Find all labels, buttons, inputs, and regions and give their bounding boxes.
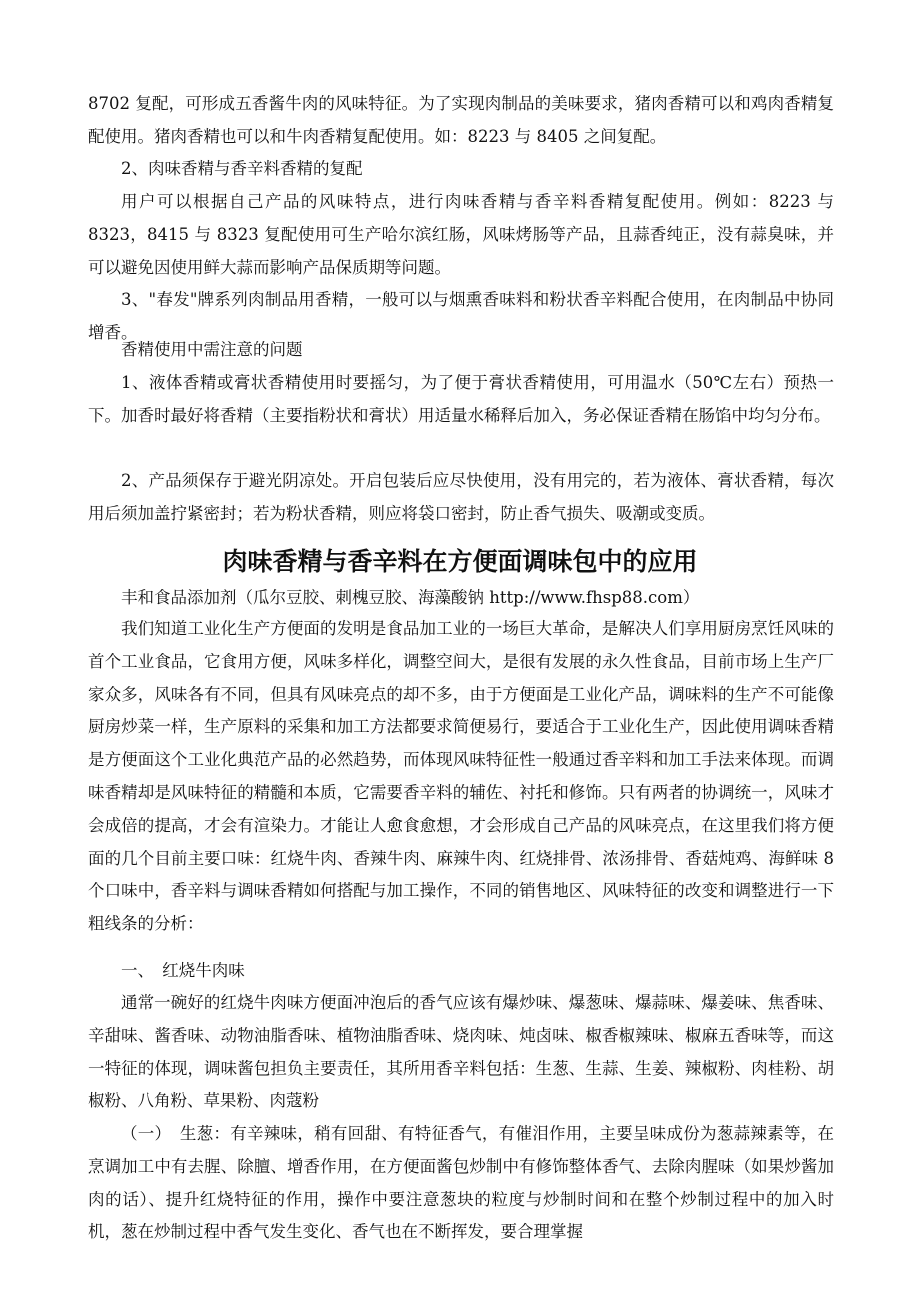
- paragraph: 1、液体香精或膏状香精使用时要摇匀，为了便于膏状香精使用，可用温水（50℃左右）预热一下。加香时最好将香精（主要指粉状和膏状）用适量水稀释后加入，务必保证香精在肠馅中均匀分布。: [88, 373, 834, 425]
- paragraph: 3、"春发"牌系列肉制品用香精，一般可以与烟熏香味料和粉状香辛料配合使用，在肉制品中协同增香。: [88, 290, 834, 342]
- section-heading: 2、肉味香精与香辛料香精的复配: [121, 159, 363, 178]
- paragraph: 我们知道工业化生产方便面的发明是食品加工业的一场巨大革命，是解决人们享用厨房烹饪风味的首个工业食品，它食用方便，风味多样化，调整空间大，是很有发展的永久性食品，目前市场上生产厂家众多，风味各有不同，但具有风味亮点的却不多，由于方便面是工业化产品，调味料的生产不可能像厨房炒菜一样，生产原料的采集和加工方法都要求简便易行，要适合于工业化生产，因此使用调味香精是方便面这个工业化典范产品的必然趋势，而体现风味特征性一般通过香辛料和加工手法来体现。而调味香精却是风味特征的精髓和本质，它需要香辛料的辅佐、衬托和修饰。只有两者的协调统一，风味才会成倍的提高，才会有渲染力。才能让人愈食愈想，才会形成自己产品的风味亮点，在这里我们将方便面的几个目前主要口味：红烧牛肉、香辣牛肉、麻辣牛肉、红烧排骨、浓汤排骨、香菇炖鸡、海鲜味 8 个口味中，香辛料与调味香精如何搭配与加工操作，不同的销售地区、风味特征的改变和调整进行一下粗线条的分析：: [88, 619, 834, 934]
- paragraph: 通常一碗好的红烧牛肉味方便面冲泡后的香气应该有爆炒味、爆葱味、爆蒜味、爆姜味、焦香味、辛甜味、酱香味、动物油脂香味、植物油脂香味、烧肉味、炖卤味、椒香椒辣味、椒麻五香味等，而这一特征的体现，调味酱包担负主要责任，其所用香辛料包括：生葱、生蒜、生姜、辣椒粉、肉桂粉、胡椒粉、八角粉、草果粉、肉蔻粉: [88, 993, 834, 1111]
- section-heading: 香精使用中需注意的问题: [121, 340, 303, 359]
- paragraph: 2、产品须保存于避光阴凉处。开启包装后应尽快使用，没有用完的，若为液体、膏状香精，每次用后须加盖拧紧密封；若为粉状香精，则应将袋口密封，防止香气损失、吸潮或变质。: [88, 471, 834, 523]
- article-title: 肉味香精与香辛料在方便面调味包中的应用: [222, 547, 698, 576]
- source-line: 丰和食品添加剂（瓜尔豆胶、刺槐豆胶、海藻酸钠 http://www.fhsp88.com）: [121, 588, 700, 607]
- paragraph: 用户可以根据自己产品的风味特点，进行肉味香精与香辛料香精复配使用。例如：8223 与 8323，8415 与 8323 复配使用可生产哈尔滨红肠，风味烤肠等产品，且蒜香纯正，没有蒜臭味，并可以避免因使用鲜大蒜而影响产品保质期等问题。: [88, 192, 834, 277]
- paragraph: （一） 生葱：有辛辣味，稍有回甜、有特征香气，有催泪作用，主要呈味成份为葱蒜辣素等，在烹调加工中有去腥、除膻、增香作用，在方便面酱包炒制中有修饰整体香气、去除肉腥味（如果炒酱加肉的话）、提升红烧特征的作用，操作中要注意葱块的粒度与炒制时间和在整个炒制过程中的加入时机，葱在炒制过程中香气发生变化、香气也在不断挥发，要合理掌握: [88, 1124, 834, 1242]
- section-heading: 一、 红烧牛肉味: [121, 961, 245, 980]
- paragraph: 8702 复配，可形成五香酱牛肉的风味特征。为了实现肉制品的美味要求，猪肉香精可以和鸡肉香精复配使用。猪肉香精也可以和牛肉香精复配使用。如：8223 与 8405 之间复配。: [88, 94, 834, 146]
